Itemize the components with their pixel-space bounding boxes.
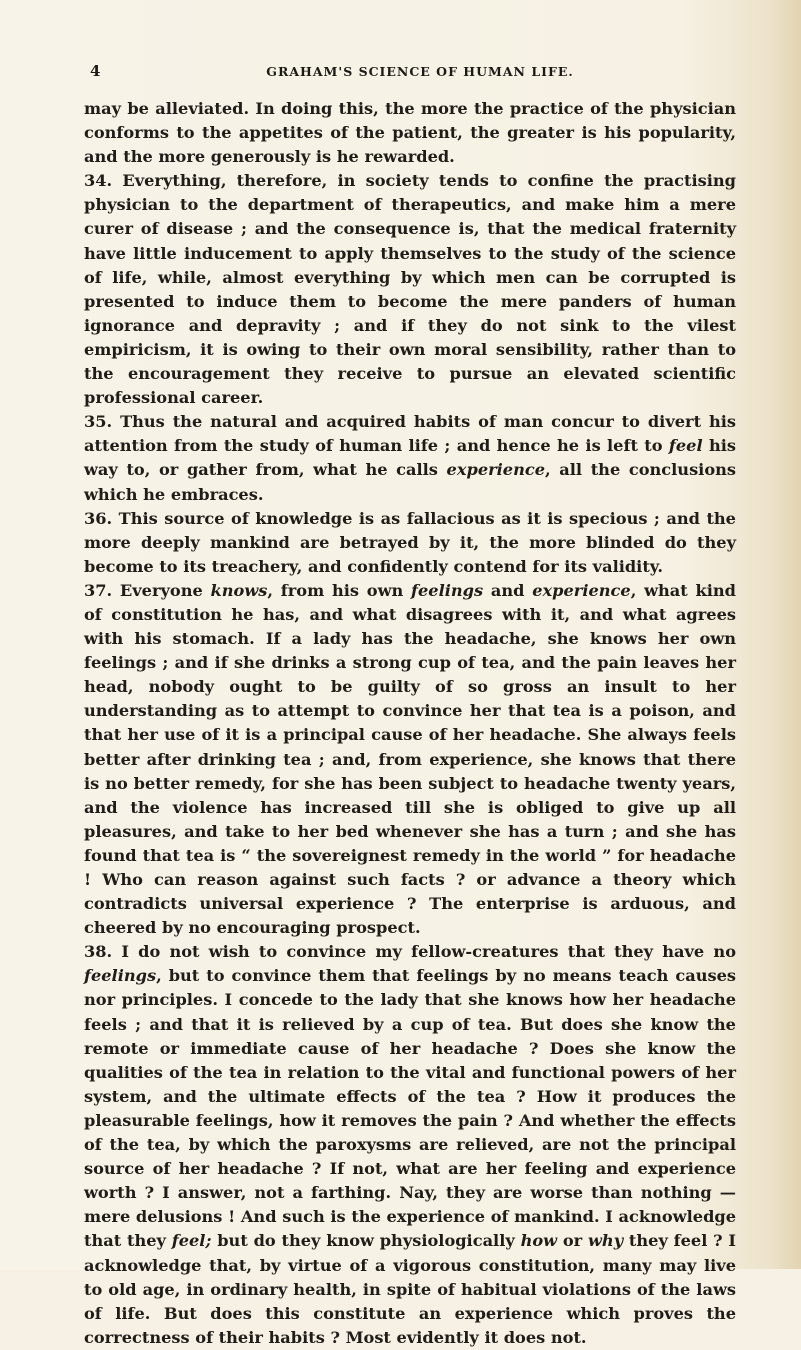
italic-text: experience	[446, 460, 546, 480]
body-text	[84, 97, 736, 1350]
text-run: or	[557, 1231, 588, 1251]
italic-text: feelings	[411, 580, 484, 600]
italic-text: feel;	[171, 1231, 212, 1251]
text-run: 37. Everyone	[84, 580, 211, 600]
text-run: , all the conclusions which he embraces.	[84, 460, 737, 504]
page-number: 4	[90, 62, 101, 80]
text-run: , what kind of constitution he has, and what disagrees with it, and what agrees with his stomach. If a lady has the headache, she knows her own feelings ; and if she drinks a strong cup of tea, and the pain leaves her head, nobody ought to be guilty of so gross an insult to her understanding as to attempt to convince her that tea is a poison, and that her use of it is a principal cause of her headache. She always feels better after drinking tea ; and, from experience, she knows that there is no better remedy, for she has been subject to headache twenty years, and the violence has increased till she is obliged to give up all pleasures, and take to her bed whenever she has a turn ; and she has found that tea is “ the sovereignest remedy in the world ” for headache ! Who can reason against such facts ? or advance a theory which contradicts universal experience ? The enterprise is arduous, and cheered by no encouraging prospect.	[84, 580, 736, 938]
text-run: they feel ? I acknowledge that, by virtue of a vigorous constitution, many may live to old age, in ordinary health, in spite of habitual violations of the laws of life. But does this constitute an experience which proves the correctness of their habits ? Most evidently it does not.	[84, 1231, 737, 1347]
italic-text: feelings	[84, 966, 157, 986]
italic-text: knows	[210, 580, 268, 600]
text-run: but do they know physiologically	[211, 1231, 521, 1251]
running-head: GRAHAM'S SCIENCE OF HUMAN LIFE.	[266, 64, 574, 79]
paragraph	[84, 579, 736, 940]
italic-text: experience	[532, 580, 631, 600]
italic-text: why	[588, 1231, 624, 1251]
text-run: , but to convince them that feelings by no means teach causes nor principles. I concede to the lady that she knows how her headache feels ; and that it is relieved by a cup of tea. But does she know the remote or immediate cause of her headache ? Does she know the qualities of the tea in relation to the vital and functional powers of her system, and the ultimate effects of the tea ? How it produces the pleasurable feelings, how it removes the pain ? And whether the effects of the tea, by which the paroxysms are relieved, are not the principal source of her headache ? If not, what are her feeling and experience worth ? I answer, not a farthing. Nay, they are worse than nothing — mere delusions ! And such is the experience of mankind. I acknowledge that they	[84, 966, 736, 1251]
text-run: his way to, or gather from, what he calls	[84, 436, 737, 480]
paragraph	[84, 169, 736, 410]
page-header	[90, 62, 750, 84]
paragraph	[84, 97, 736, 169]
text-run: 38. I do not wish to convince my fellow-creatures that they have no	[84, 942, 736, 962]
text-run: may be alleviated. In doing this, the more the practice of the physician conforms to the appetites of the patient, the greater is his popularity, and the more generously is he rewarded.	[84, 99, 736, 167]
italic-text: how	[520, 1231, 558, 1251]
italic-text: feel	[668, 436, 703, 456]
text-run: 36. This source of knowledge is as fallacious as it is specious ; and the more deeply mankind are betrayed by it, the more blinded do they become to its treachery, and confidently contend for its validity.	[84, 508, 736, 576]
paragraph	[84, 410, 736, 506]
text-run: and	[483, 580, 533, 600]
text-run: 34. Everything, therefore, in society tends to confine the practising physician to the department of therapeutics, and make him a mere curer of disease ; and the consequence is, that the medical fraternity have little inducement to apply themselves to the study of the science of life, while, almost everything by which men can be corrupted is presented to induce them to become the mere panders of human ignorance and depravity ; and if they do not sink to the vilest empiricism, it is owing to their own moral sensibility, rather than to the encouragement they receive to pursue an elevated scientific professional career.	[84, 171, 736, 408]
text-run: 35. Thus the natural and acquired habits of man concur to divert his attention from the study of human life ; and hence he is left to	[84, 412, 736, 456]
paragraph	[84, 940, 736, 1350]
text-run: , from his own	[267, 580, 412, 600]
paragraph	[84, 507, 736, 579]
